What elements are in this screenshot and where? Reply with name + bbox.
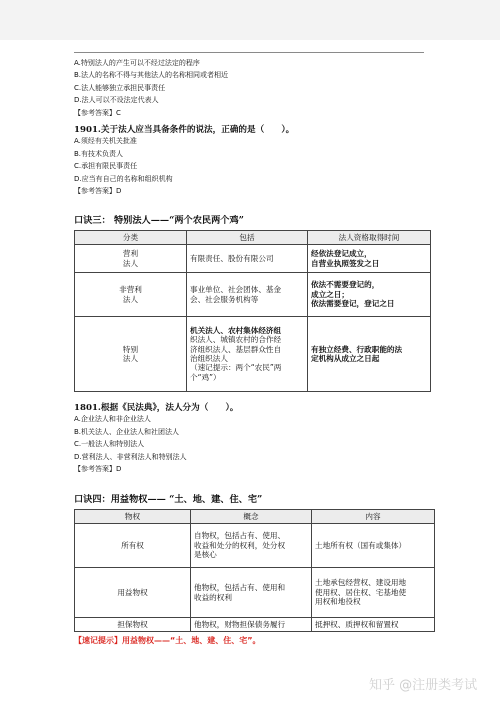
question-text: 1901.关于法人应当具备条件的说法，正确的是（ ）。 xyxy=(74,125,295,135)
question-1901 xyxy=(74,125,434,199)
answer-value: D xyxy=(116,186,122,195)
answer-line xyxy=(74,109,434,121)
answer-label: 【参考答案】 xyxy=(74,186,116,195)
table-header-row xyxy=(75,231,431,245)
concept-cell xyxy=(191,568,312,618)
category-line: 营利 xyxy=(122,249,139,259)
concept-line: 自物权，包括占有、使用、 xyxy=(194,531,286,541)
concept-line: 收益的权利 xyxy=(194,592,232,602)
prev-question-block xyxy=(74,59,434,121)
includes-line: 事业单位、社会团体、基金 xyxy=(190,285,282,295)
includes-line: 机关法人、农村集体经济组 xyxy=(190,325,282,335)
content-cell: 土地所有权（国有或集体） xyxy=(312,524,435,568)
option-c: C.一般法人和特别法人 xyxy=(74,440,145,449)
option-d: D.法人可以不设法定代表人 xyxy=(74,96,159,105)
category-line: 法人 xyxy=(122,258,139,268)
option-d: D.营利法人、非营利法人和特别法人 xyxy=(74,452,187,461)
table-row xyxy=(75,524,435,568)
category-line: 非营利 xyxy=(119,285,142,295)
table-header-row xyxy=(75,510,435,524)
content-line: 土地承包经营权、建设用地 xyxy=(315,578,407,588)
content-cell: 抵押权、质押权和留置权 xyxy=(312,618,435,632)
header-content: 内容 xyxy=(312,510,435,524)
answer-label: 【参考答案】 xyxy=(74,108,116,117)
concept-line: 他物权，包括占有、使用和 xyxy=(194,583,286,593)
includes-line: 治组织法人 xyxy=(190,354,228,363)
right-cell: 担保物权 xyxy=(75,618,191,632)
option-a: A.特别法人的产生可以不经过法定的程序 xyxy=(74,59,200,67)
special-legal-person-table xyxy=(74,230,431,392)
section4-title: 口诀四：用益物权—— “土、地、建、住、宅” xyxy=(74,494,263,505)
header-right: 物权 xyxy=(75,510,191,524)
option-b: B.法人的名称不得与其他法人的名称相同或者相近 xyxy=(74,71,229,80)
header-concept: 概念 xyxy=(191,510,312,524)
mnemonic-tip: 【速记提示】用益物权——“土、地、建、住、宅”。 xyxy=(74,636,261,645)
includes-cell xyxy=(187,317,308,392)
table-row xyxy=(75,568,435,618)
content-line: 用权和地役权 xyxy=(315,597,361,607)
usufruct-table xyxy=(74,509,435,632)
time-line: 自营业执照签发之日 xyxy=(311,258,380,268)
time-line: 依法不需要登记的， xyxy=(311,280,380,290)
time-cell xyxy=(308,317,431,392)
includes-line: 织法人、城镇农村的合作经 xyxy=(190,335,282,345)
option-c: C.法人能够独立承担民事责任 xyxy=(74,83,166,92)
option-a: A.须经有关机关批准 xyxy=(74,137,137,146)
page-top-band xyxy=(0,0,500,40)
option-d: D.应当有自己的名称和组织机构 xyxy=(74,174,173,183)
concept-cell xyxy=(191,524,312,568)
time-cell xyxy=(308,245,431,273)
section3-title: 口诀三： 特别法人——“两个农民两个鸡” xyxy=(74,215,244,226)
answer-line xyxy=(74,187,434,199)
time-line: 经依法登记成立， xyxy=(311,249,372,259)
header-rule xyxy=(74,52,424,53)
option-c: C.承担有限民事责任 xyxy=(74,162,138,171)
content-cell xyxy=(312,568,435,618)
includes-line: 个“鸡”） xyxy=(190,372,221,382)
category-cell xyxy=(75,317,187,392)
header-includes: 包括 xyxy=(187,231,308,245)
zhihu-watermark: 知乎 @注册类考试 xyxy=(369,678,478,693)
time-line: 有独立经费、行政职能的法 xyxy=(311,344,403,354)
question-1801 xyxy=(74,403,434,477)
category-cell xyxy=(75,245,187,273)
answer-line xyxy=(74,465,434,477)
includes-line: 会、社会服务机构等 xyxy=(190,294,259,304)
right-cell: 用益物权 xyxy=(75,568,191,618)
category-cell xyxy=(75,273,187,317)
answer-label: 【参考答案】 xyxy=(74,464,116,473)
table-row xyxy=(75,618,435,632)
category-line: 法人 xyxy=(122,294,139,304)
category-line: 特别 xyxy=(122,344,139,354)
table-row xyxy=(75,245,431,273)
time-line: 成立之日； xyxy=(311,289,349,299)
time-line: 依法需要登记，登记之日 xyxy=(311,299,395,309)
time-cell xyxy=(308,273,431,317)
includes-cell: 有限责任、股份有限公司 xyxy=(187,245,308,273)
option-b: B.机关法人、企业法人和社团法人 xyxy=(74,427,180,436)
option-b: B.有技术负责人 xyxy=(74,149,124,158)
answer-value: C xyxy=(116,108,121,117)
table-row xyxy=(75,273,431,317)
includes-line: （速记提示：两个“农民”两 xyxy=(190,363,282,373)
concept-line: 收益和处分的权利，处分权 xyxy=(194,540,286,550)
category-line: 法人 xyxy=(122,354,139,363)
includes-cell xyxy=(187,273,308,317)
right-cell: 所有权 xyxy=(75,524,191,568)
includes-line: 济组织法人、基层群众性自 xyxy=(190,344,282,354)
concept-line: 是核心 xyxy=(194,550,217,560)
option-a: A.企业法人和非企业法人 xyxy=(74,415,151,424)
header-category: 分类 xyxy=(75,231,187,245)
question-text: 1801.根据《民法典》，法人分为（ ）。 xyxy=(74,403,239,413)
content-line: 使用权、居住权、宅基地使 xyxy=(315,587,407,597)
answer-value: D xyxy=(116,464,122,473)
time-line: 定机构从成立之日起 xyxy=(311,354,380,363)
concept-cell: 他物权，财物担保债务履行 xyxy=(191,618,312,632)
table-row xyxy=(75,317,431,392)
header-time: 法人资格取得时间 xyxy=(308,231,431,245)
